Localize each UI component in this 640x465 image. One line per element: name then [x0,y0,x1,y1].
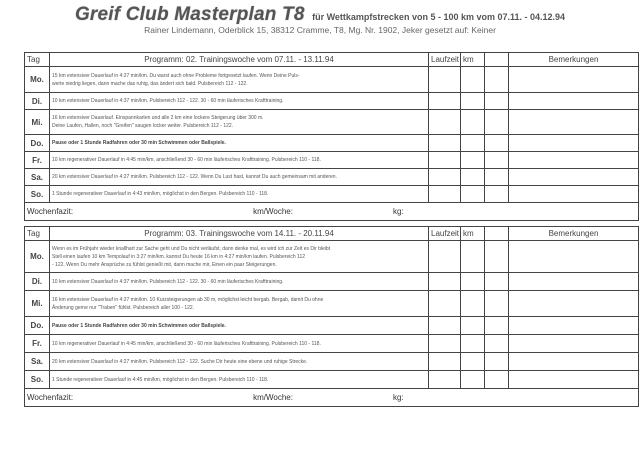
day-content [50,273,429,291]
day-content [50,241,429,273]
table-row [25,291,639,317]
laufzeit-cell[interactable] [429,67,461,93]
content-line: 16 km extensiver Dauerlauf in 4:27 min/km. 10 Kurzsteigerungen ab 30 m, möglichst leicht bergab. Bergab, damit Du ohne [52,296,324,303]
bemerkungen-cell[interactable] [509,93,639,110]
bemerkungen-cell[interactable] [509,371,639,389]
km-cell[interactable] [461,241,485,273]
table-row [25,241,639,273]
extra-cell[interactable] [485,273,509,291]
day-label: Sa. [25,353,50,371]
table-row [25,186,639,203]
wochenfazit-label: Wochenfazit: [27,393,74,402]
km-cell[interactable] [461,169,485,186]
table-row [25,169,639,186]
kg-label: kg: [392,207,404,216]
col-header-blank [485,227,509,241]
km-cell[interactable] [461,152,485,169]
content-line: Wenn es im Frühjahr wieder knallhart zur Sache geht und Du nicht verläufst, dann denke mal, es wird ich zur Zeit es Dir bleibt [52,245,331,252]
table-header-row [25,227,639,241]
day-label: Do. [25,135,50,152]
extra-cell[interactable] [485,241,509,273]
bemerkungen-cell[interactable] [509,353,639,371]
col-header-day: Tag [25,53,50,67]
table-row [25,67,639,93]
bemerkungen-cell[interactable] [509,152,639,169]
content-line: 15 km extensiver Dauerlauf in 4:27 min/km. Du warst auch ohne Probleme fortgesetzt laufen. Wenn Deine Puls- [52,72,300,79]
bemerkungen-cell[interactable] [509,335,639,353]
day-content [50,186,429,203]
table-row [25,371,639,389]
day-content [50,335,429,353]
extra-cell[interactable] [485,169,509,186]
bemerkungen-cell[interactable] [509,317,639,335]
day-label: Di. [25,273,50,291]
laufzeit-cell[interactable] [429,110,461,135]
col-header-bemerkungen: Bemerkungen [509,53,639,67]
day-label: Sa. [25,169,50,186]
day-content [50,135,429,152]
wochenfazit-cell[interactable] [25,203,639,221]
day-label: So. [25,186,50,203]
extra-cell[interactable] [485,93,509,110]
content-line: 20 km extensiver Dauerlauf in 4:27 min/km. Pulsbereich 112 - 122. Wenn Du Lust hast, kannst Du auch gemeinsam mit anderen. [52,174,337,180]
km-cell[interactable] [461,93,485,110]
content-line: 16 km extensiver Dauerlauf. Einspannkarten und alle 2 km eine lockere Steigerung über 300 m. [52,115,264,121]
extra-cell[interactable] [485,110,509,135]
extra-cell[interactable] [485,152,509,169]
content-line: Pause oder 1 Stunde Radfahren oder 30 min Schwimmen oder Ballspiele. [52,140,226,146]
training-plan-week-02 [24,52,639,221]
content-line: 10 km regenerativer Dauerlauf in 4:45 min/km, anschließend 30 - 60 min läuferisches Krafttraining. Pulsbereich 110 - 118. [52,340,321,347]
km-cell[interactable] [461,353,485,371]
day-label: Mi. [25,291,50,317]
wochenfazit-row [25,203,639,221]
col-header-laufzeit: Laufzeit [429,53,461,67]
day-content [50,317,429,335]
extra-cell[interactable] [485,353,509,371]
km-cell[interactable] [461,135,485,152]
bemerkungen-cell[interactable] [509,291,639,317]
day-label: Fr. [25,152,50,169]
wochenfazit-row [25,389,639,407]
km-cell[interactable] [461,371,485,389]
day-label: Mo. [25,241,50,273]
content-line: Änderung gerne nur "Traben" fühlst. Pulsbereich aller 100 - 122. [52,304,195,311]
content-line: 10 km extensiver Dauerlauf in 4:37 min/km. Pulsbereich 112 - 122. 30 - 60 min läuferisches Krafttraining. [52,278,284,285]
day-content [50,110,429,135]
km-woche-label: km/Woche: [253,393,293,402]
laufzeit-cell[interactable] [429,135,461,152]
laufzeit-cell[interactable] [429,241,461,273]
km-cell[interactable] [461,317,485,335]
km-woche-label: km/Woche: [253,207,293,216]
table-row [25,353,639,371]
laufzeit-cell[interactable] [429,353,461,371]
content-line: Pause oder 1 Stunde Radfahren oder 30 min Schwimmen oder Ballspiele. [52,322,226,329]
km-cell[interactable] [461,335,485,353]
kg-label: kg: [392,393,404,402]
day-content [50,67,429,93]
bemerkungen-cell[interactable] [509,273,639,291]
wochenfazit-cell[interactable] [25,389,639,407]
training-plan-week-03 [24,226,639,407]
content-line: Deine Laufen, Hallen, noch "Greifen" saugen locker weiter. Pulsbereich 112 - 122. [52,123,234,129]
day-content [50,353,429,371]
extra-cell[interactable] [485,135,509,152]
col-header-bemerkungen: Bemerkungen [509,227,639,241]
content-line: 10 km extensiver Dauerlauf in 4:37 min/km. Pulsbereich 112 - 122. 30 - 60 min läuferisches Krafttraining. [52,98,284,104]
content-line: 1 Stunde regenerativer Dauerlauf in 4:45 min/km, möglichst in den Bergen. Pulsbereich 110 - 118. [52,376,269,383]
page-header [0,4,640,26]
laufzeit-cell[interactable] [429,371,461,389]
bemerkungen-cell[interactable] [509,67,639,93]
col-header-day: Tag [25,227,50,241]
laufzeit-cell[interactable] [429,186,461,203]
table-row [25,317,639,335]
bemerkungen-cell[interactable] [509,135,639,152]
table-row [25,110,639,135]
table-row [25,135,639,152]
km-cell[interactable] [461,186,485,203]
extra-cell[interactable] [485,67,509,93]
table-header-row [25,53,639,67]
extra-cell[interactable] [485,317,509,335]
km-cell[interactable] [461,110,485,135]
km-cell[interactable] [461,273,485,291]
km-cell[interactable] [461,67,485,93]
col-header-blank [485,53,509,67]
author-line: Rainer Lindemann, Oderblick 15, 38312 Cramme, T8, Mg. Nr. 1902, Jeker gesetzt auf: Keiner [144,25,496,35]
bemerkungen-cell[interactable] [509,110,639,135]
content-line: - 122. Wenn Du mehr Ansprüche zu fühlst genießt mit, dann mache mir, Einen ein paar Steigerungen. [52,261,277,268]
table-row [25,335,639,353]
laufzeit-cell[interactable] [429,273,461,291]
laufzeit-cell[interactable] [429,291,461,317]
laufzeit-cell[interactable] [429,317,461,335]
table-row [25,93,639,110]
day-content [50,93,429,110]
laufzeit-cell[interactable] [429,152,461,169]
col-header-km: km [461,227,485,241]
day-label: Di. [25,93,50,110]
extra-cell[interactable] [485,291,509,317]
day-content [50,152,429,169]
day-label: So. [25,371,50,389]
programm-heading: Programm: 03. Trainingswoche vom 14.11. - 20.11.94 [50,227,429,241]
extra-cell[interactable] [485,371,509,389]
laufzeit-cell[interactable] [429,335,461,353]
table-row [25,273,639,291]
day-content [50,371,429,389]
day-label: Fr. [25,335,50,353]
laufzeit-cell[interactable] [429,169,461,186]
extra-cell[interactable] [485,335,509,353]
bemerkungen-cell[interactable] [509,241,639,273]
km-cell[interactable] [461,291,485,317]
bemerkungen-cell[interactable] [509,169,639,186]
day-label: Do. [25,317,50,335]
content-line: 10 km regenerativer Dauerlauf in 4:45 min/km, anschließend 30 - 60 min läuferisches Krafttraining. Pulsbereich 110 - 118. [52,157,321,163]
day-label: Mi. [25,110,50,135]
col-header-laufzeit: Laufzeit [429,227,461,241]
bemerkungen-cell[interactable] [509,186,639,203]
col-header-km: km [461,53,485,67]
extra-cell[interactable] [485,186,509,203]
day-content [50,169,429,186]
page-subtitle: für Wettkampfstrecken von 5 - 100 km vom 07.11. - 04.12.94 [312,12,566,22]
laufzeit-cell[interactable] [429,93,461,110]
content-line: werte niedrig liegen, dann mache das ruhig, das ändert sich bald. Pulsbereich 112 - 122. [52,80,248,87]
wochenfazit-label: Wochenfazit: [27,207,74,216]
content-line: 20 km extensiver Dauerlauf in 4:27 min/km. Pulsbereich 112 - 122. Suche Dir heute eine ebene und ruhige Strecke. [52,358,308,365]
page-title: Greif Club Masterplan T8 [74,4,305,25]
content-line: Stell einen laufen 10 km Tempolauf in 3:27 min/km. kannst Du heute 16 km in 4:27 min/km laufen. Pulsbereich 112 [52,253,306,260]
day-content [50,291,429,317]
content-line: 1 Stunde regenerativer Dauerlauf in 4:43 min/km, möglichst in den Bergen. Pulsbereich 110 - 118. [52,191,269,197]
day-label: Mo. [25,67,50,93]
programm-heading: Programm: 02. Trainingswoche vom 07.11. - 13.11.94 [50,53,429,67]
table-row [25,152,639,169]
